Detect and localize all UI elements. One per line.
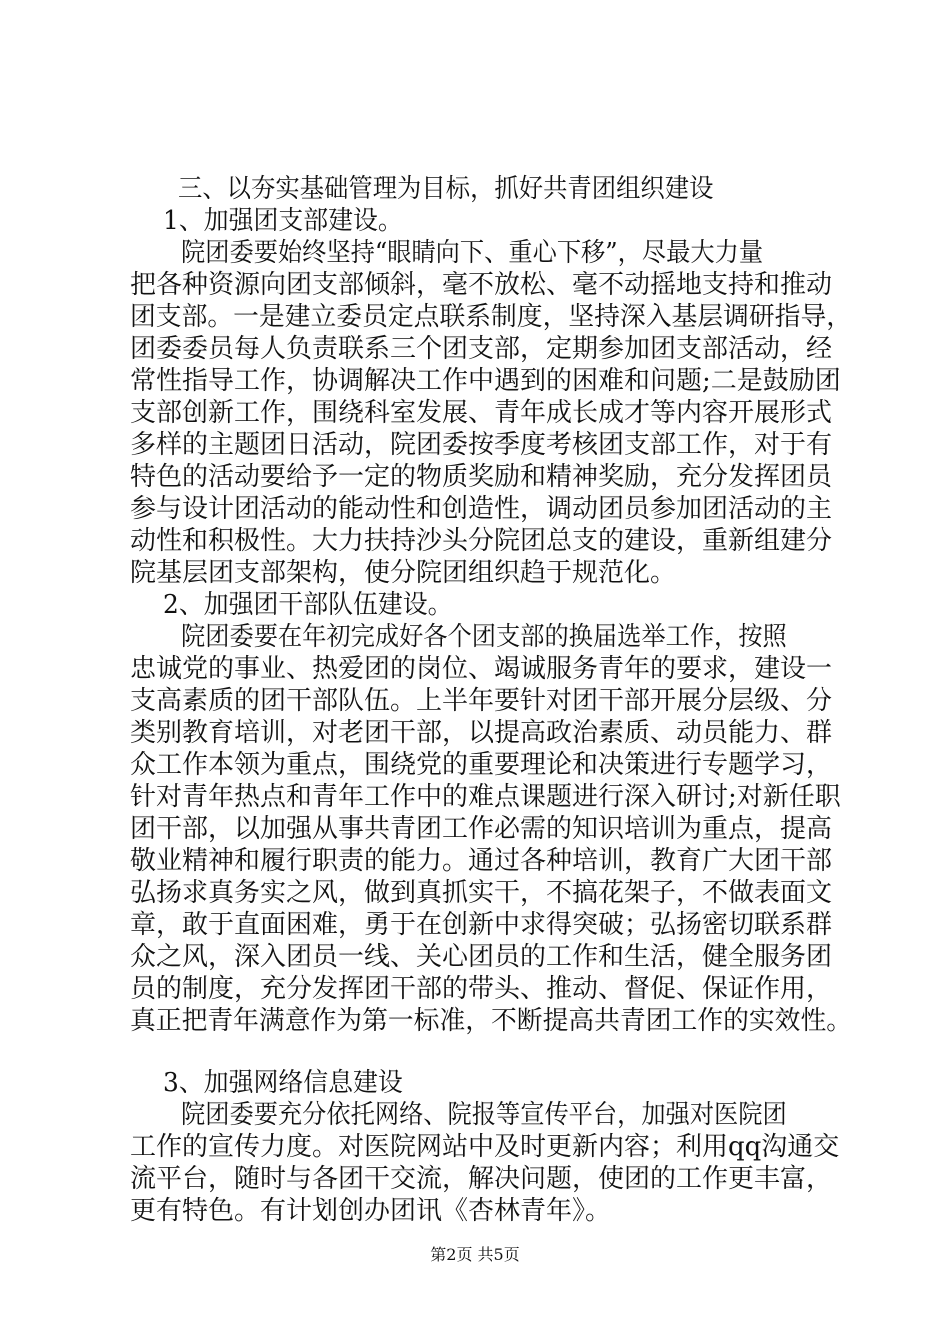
paragraph-line: 真正把青年满意作为第一标准，不断提高共青团工作的实效性。	[130, 1006, 853, 1036]
subsection-heading: 3、加强网络信息建设	[163, 1068, 403, 1098]
paragraph-line: 参与设计团活动的能动性和创造性，调动团员参加团活动的主	[130, 494, 833, 524]
paragraph-line: 团支部。一是建立委员定点联系制度，坚持深入基层调研指导，	[130, 302, 853, 332]
page-number-footer: 第2页 共5页	[430, 1245, 520, 1264]
paragraph-line: 敬业精神和履行职责的能力。通过各种培训，教育广大团干部	[130, 846, 833, 876]
paragraph-line: 院团委要始终坚持“眼睛向下、重心下移”，尽最大力量	[181, 238, 764, 268]
paragraph-line: 弘扬求真务实之风，做到真抓实干，不搞花架子，不做表面文	[130, 878, 833, 908]
paragraph-line: 常性指导工作，协调解决工作中遇到的困难和问题;二是鼓励团	[130, 366, 841, 396]
paragraph-line: 多样的主题团日活动，院团委按季度考核团支部工作，对于有	[130, 430, 833, 460]
paragraph-line: 员的制度，充分发挥团干部的带头、推动、督促、保证作用，	[130, 974, 833, 1004]
paragraph-line: 章，敢于直面困难，勇于在创新中求得突破；弘扬密切联系群	[130, 910, 833, 940]
paragraph-line: 众之风，深入团员一线、关心团员的工作和生活，健全服务团	[130, 942, 833, 972]
subsection-heading: 2、加强团干部队伍建设。	[163, 590, 453, 620]
paragraph-line: 忠诚党的事业、热爱团的岗位、竭诚服务青年的要求，建设一	[130, 654, 833, 684]
paragraph-line: 动性和积极性。大力扶持沙头分院团总支的建设，重新组建分	[130, 526, 833, 556]
paragraph-line: 院团委要充分依托网络、院报等宣传平台，加强对医院团	[181, 1100, 787, 1130]
paragraph-line: 特色的活动要给予一定的物质奖励和精神奖励，充分发挥团员	[130, 462, 833, 492]
paragraph-line: 院团委要在年初完成好各个团支部的换届选举工作，按照	[181, 622, 787, 652]
paragraph-line: 院基层团支部架构，使分院团组织趋于规范化。	[130, 558, 677, 588]
section-heading: 三、以夯实基础管理为目标，抓好共青团组织建设	[178, 174, 714, 204]
paragraph-line: 众工作本领为重点，围绕党的重要理论和决策进行专题学习，	[130, 750, 833, 780]
paragraph-line: 支高素质的团干部队伍。上半年要针对团干部开展分层级、分	[130, 686, 833, 716]
paragraph-line: 针对青年热点和青年工作中的难点课题进行深入研讨;对新任职	[130, 782, 841, 812]
paragraph-line: 更有特色。有计划创办团讯《杏林青年》。	[130, 1196, 612, 1226]
paragraph-line: 团委委员每人负责联系三个团支部，定期参加团支部活动，经	[130, 334, 833, 364]
paragraph-line: 类别教育培训，对老团干部，以提高政治素质、动员能力、群	[130, 718, 833, 748]
paragraph-line: 支部创新工作，围绕科室发展、青年成长成才等内容开展形式	[130, 398, 833, 428]
paragraph-line: 流平台，随时与各团干交流，解决问题，使团的工作更丰富，	[130, 1164, 833, 1194]
paragraph-line: 团干部，以加强从事共青团工作必需的知识培训为重点，提高	[130, 814, 833, 844]
paragraph-line: 工作的宣传力度。对医院网站中及时更新内容；利用qq沟通交	[130, 1132, 840, 1162]
subsection-heading: 1、加强团支部建设。	[163, 206, 403, 236]
paragraph-line: 把各种资源向团支部倾斜，毫不放松、毫不动摇地支持和推动	[130, 270, 833, 300]
